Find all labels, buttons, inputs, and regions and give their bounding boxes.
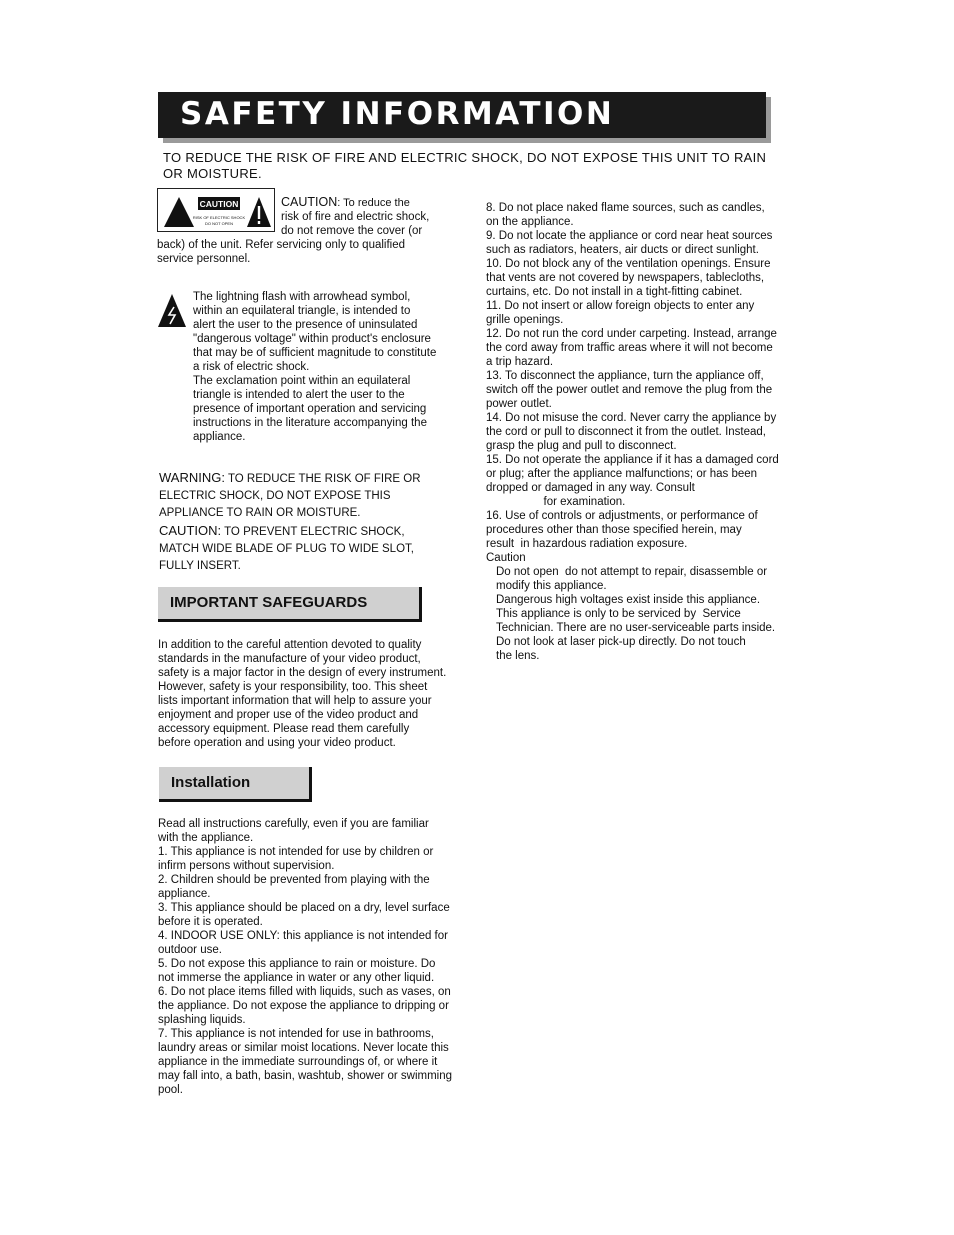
caution-label-graphic — [158, 189, 274, 231]
caution-label-line1: RISK OF ELECTRIC SHOCK — [192, 215, 246, 220]
title-bar — [158, 92, 766, 138]
right-line: on the appliance. — [486, 216, 574, 228]
installation-line: outdoor use. — [158, 944, 222, 956]
warning-block — [159, 469, 479, 575]
symbol-line: "dangerous voltage" within product's enclosure — [193, 333, 431, 345]
lightning-triangle-icon — [164, 197, 194, 227]
caution-line: do not remove the cover (or — [281, 225, 423, 237]
symbol-line: alert the user to the presence of uninsulated — [193, 319, 418, 331]
installation-line: 6. Do not place items filled with liquids, such as vases, on — [158, 986, 451, 998]
right-caution-line: modify this appliance. — [496, 580, 607, 592]
safeguards-line: enjoyment and proper use of the video product and — [158, 709, 419, 721]
installation-line: 4. INDOOR USE ONLY: this appliance is not intended for — [158, 930, 448, 942]
right-line: grille openings. — [486, 314, 564, 326]
right-line: grasp the plug and pull to disconnect. — [486, 440, 677, 452]
installation-line: before it is operated. — [158, 916, 263, 928]
installation-line: with the appliance. — [158, 832, 254, 844]
symbol-line: The exclamation point within an equilateral — [193, 375, 411, 387]
warning-line: ELECTRIC SHOCK, DO NOT EXPOSE THIS — [159, 490, 391, 502]
right-caution-line: Do not open do not attempt to repair, disassemble or — [496, 566, 768, 578]
symbol-line: that may be of sufficient magnitude to constitute — [193, 347, 437, 359]
installation-heading: Installation — [171, 774, 251, 791]
installation-text — [158, 817, 483, 1097]
right-line: curtains, etc. Do not install in a tight-fitting cabinet. — [486, 286, 743, 298]
caution-label-line2: DO NOT OPEN — [205, 221, 233, 226]
right-line: 15. Do not operate the appliance if it has a damaged cord — [486, 454, 779, 466]
safeguards-line: before operation and using your video product. — [158, 737, 396, 749]
safeguards-line: However, safety is your responsibility, too. This sheet — [158, 681, 428, 693]
caution-label — [157, 188, 275, 232]
symbol-line: presence of important operation and servicing — [193, 403, 427, 415]
caution-line: FULLY INSERT. — [159, 560, 241, 572]
right-line: that vents are not covered by newspapers, tablecloths, — [486, 272, 765, 284]
installation-line: pool. — [158, 1084, 183, 1096]
safeguards-line: accessory equipment. Please read them carefully — [158, 723, 410, 735]
installation-line: Read all instructions carefully, even if you are familiar — [158, 818, 429, 830]
right-line: 16. Use of controls or adjustments, or performance of — [486, 510, 758, 522]
right-line: the cord away from traffic areas where it will not become — [486, 342, 773, 354]
caution-line: MATCH WIDE BLADE OF PLUG TO WIDE SLOT, — [159, 543, 414, 555]
right-line: 14. Do not misuse the cord. Never carry the appliance by — [486, 412, 777, 424]
installation-line: appliance in the immediate surroundings of, or where it — [158, 1056, 438, 1068]
symbol-line: within an equilateral triangle, is intended to — [193, 305, 411, 317]
symbol-line: a risk of electric shock. — [193, 361, 310, 373]
installation-line: 2. Children should be prevented from playing with the — [158, 874, 430, 886]
right-line: power outlet. — [486, 398, 552, 410]
safeguards-line: standards in the manufacture of your video product, — [158, 653, 421, 665]
installation-line: may fall into, a bath, basin, washtub, shower or swimming — [158, 1070, 453, 1082]
right-column-text — [486, 201, 816, 663]
symbol-line: triangle is intended to alert the user to the — [193, 389, 405, 401]
right-line: the cord or pull to disconnect it from the outlet. Instead, — [486, 426, 766, 438]
caution-line: risk of fire and electric shock, — [281, 211, 430, 223]
caution-lead-2: CAUTION: — [159, 523, 222, 538]
right-line: for examination. — [486, 496, 626, 508]
caution-lead: CAUTION — [281, 195, 338, 209]
right-line: 9. Do not locate the appliance or cord near heat sources — [486, 230, 773, 242]
right-line: a trip hazard. — [486, 356, 554, 368]
safeguards-heading: IMPORTANT SAFEGUARDS — [170, 594, 368, 611]
warning-lead: WARNING: — [159, 470, 225, 485]
safeguards-line: safety is a major factor in the design of every instrument. — [158, 667, 447, 679]
installation-line: 5. Do not expose this appliance to rain or moisture. Do — [158, 958, 436, 970]
installation-line: 3. This appliance should be placed on a dry, level surface — [158, 902, 450, 914]
symbol-line: appliance. — [193, 431, 246, 443]
right-caution-line: Dangerous high voltages exist inside this appliance. — [496, 594, 761, 606]
caution-line: TO PREVENT ELECTRIC SHOCK, — [221, 526, 405, 538]
safeguards-line: lists important information that will help to assure your — [158, 695, 432, 707]
installation-line: laundry areas or similar moist locations. Never locate this — [158, 1042, 449, 1054]
installation-line: infirm persons without supervision. — [158, 860, 335, 872]
safeguards-line: In addition to the careful attention devoted to quality — [158, 639, 422, 651]
right-line: 8. Do not place naked flame sources, such as candles, — [486, 202, 765, 214]
safeguards-text — [158, 638, 478, 750]
right-line: 11. Do not insert or allow foreign objects to enter any — [486, 300, 755, 312]
right-caution-line: This appliance is only to be serviced by Service — [496, 608, 741, 620]
warning-line: TO REDUCE THE RISK OF FIRE OR — [224, 473, 421, 485]
right-line: procedures other than those specified herein, may — [486, 524, 742, 536]
right-caution-heading: Caution — [486, 552, 526, 564]
safeguards-heading-box — [158, 587, 422, 622]
caution-line: : To reduce the — [337, 197, 410, 209]
right-line: result in hazardous radiation exposure. — [486, 538, 688, 550]
right-caution-line: Technician. There are no user-serviceable parts inside. — [496, 622, 776, 634]
installation-line: appliance. — [158, 888, 211, 900]
top-warning: TO REDUCE THE RISK OF FIRE AND ELECTRIC SHOCK, DO NOT EXPOSE THIS UNIT TO RAIN OR MOISTURE. — [163, 150, 767, 181]
installation-line: the appliance. Do not expose the appliance to dripping or — [158, 1000, 449, 1012]
caution-line: back) of the unit. Refer servicing only to qualified — [157, 239, 406, 251]
right-line: 10. Do not block any of the ventilation openings. Ensure — [486, 258, 771, 270]
installation-line: 1. This appliance is not intended for use by children or — [158, 846, 434, 858]
right-line: dropped or damaged in any way. Consult — [486, 482, 695, 494]
right-line: 13. To disconnect the appliance, turn the appliance off, — [486, 370, 764, 382]
warning-line: APPLIANCE TO RAIN OR MOISTURE. — [159, 507, 361, 519]
caution-line: service personnel. — [157, 253, 251, 265]
right-line: switch off the power outlet and remove the plug from the — [486, 384, 773, 396]
lightning-triangle-icon — [157, 292, 187, 328]
right-line: such as radiators, heaters, air ducts or direct sunlight. — [486, 244, 759, 256]
right-line: or plug; after the appliance malfunctions; or has been — [486, 468, 758, 480]
caution-label-head: CAUTION — [199, 199, 239, 209]
caution-paragraph — [281, 195, 481, 238]
right-caution-line: Do not look at laser pick-up directly. Do not touch — [496, 636, 746, 648]
installation-line: not immerse the appliance in water or any other liquid. — [158, 972, 435, 984]
installation-heading-box — [159, 767, 312, 802]
symbol-explanation — [193, 290, 473, 444]
symbol-line: instructions in the literature accompanying the — [193, 417, 427, 429]
page-title: SAFETY INFORMATION — [180, 96, 615, 132]
installation-line: 7. This appliance is not intended for use in bathrooms, — [158, 1028, 434, 1040]
right-line: 12. Do not run the cord under carpeting. Instead, arrange — [486, 328, 777, 340]
symbol-line: The lightning flash with arrowhead symbol, — [193, 291, 411, 303]
right-caution-line: the lens. — [496, 650, 540, 662]
installation-line: splashing liquids. — [158, 1014, 246, 1026]
caution-paragraph-cont — [157, 238, 477, 266]
